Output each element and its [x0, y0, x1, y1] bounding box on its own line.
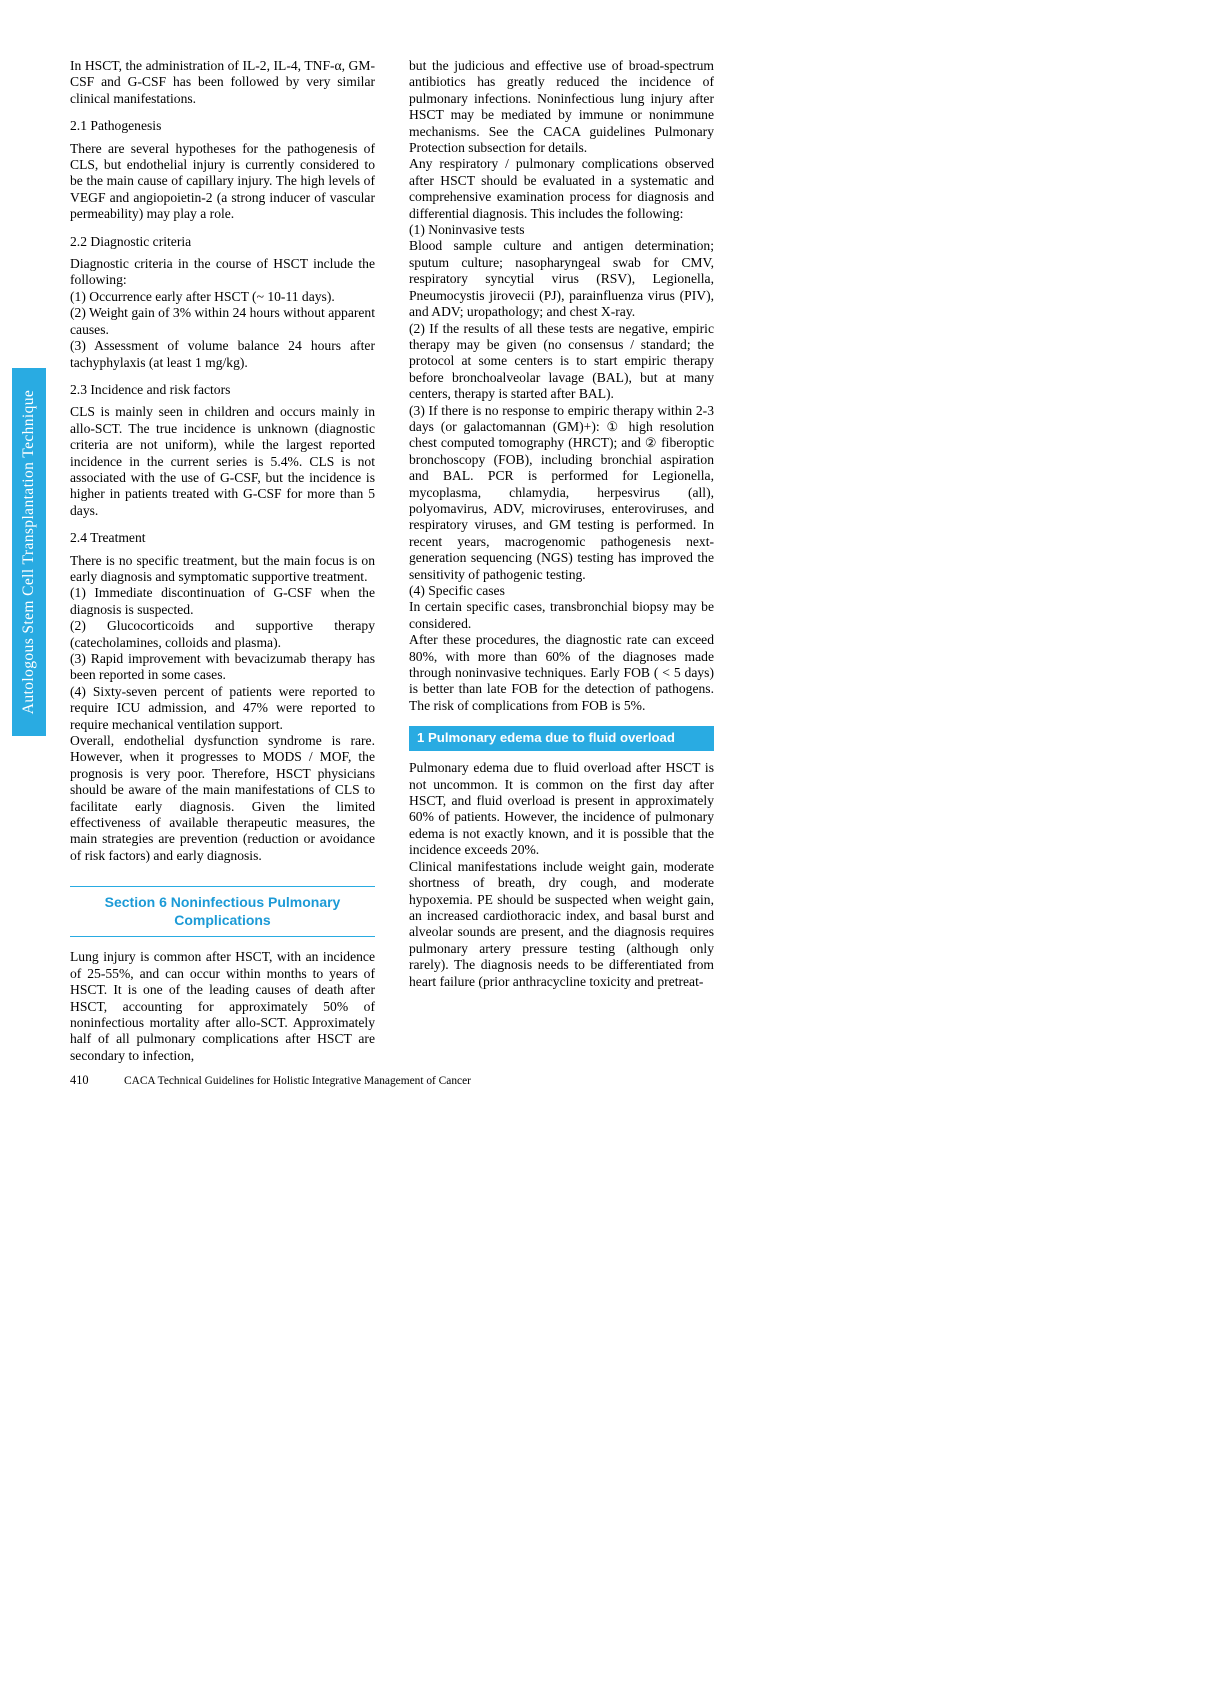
list-item-noninvasive-body: Blood sample culture and antigen determination; sputum culture; nasopharyngeal swab for CMV, respiratory syncytial virus (RSV), Legionella, Pneumocystis jirovecii (PJ), parainfluenza virus (PIV), and ADV; uropathology; and chest X-ray. — [409, 238, 714, 320]
list-item-diagnostic-1: (1) Occurrence early after HSCT (~ 10-11 days). — [70, 288, 335, 304]
left-column — [70, 58, 375, 1064]
heading-diagnostic-criteria: 2.2 Diagnostic criteria — [70, 233, 192, 249]
list-item-noninvasive-head: (1) Noninvasive tests — [409, 222, 525, 238]
list-item-treatment-3: (3) Rapid improvement with bevacizumab therapy has been reported in some cases. — [70, 651, 375, 683]
paragraph-pathogenesis: There are several hypotheses for the pathogenesis of CLS, but endothelial injury is currently considered to be the main cause of capillary injury. The high levels of VEGF and angiopoietin-2 (a strong inducer of vascular permeability) may play a role. — [70, 140, 375, 222]
list-item-no-response-part-c: fiberoptic bronchoscopy (FOB), including bronchial aspiration and BAL. PCR is performed for Legionella, mycoplasma, chlamydia, herpesvirus (all), polyomavirus, ADV, microviruses, enteroviruses, and respiratory viruses, and GM testing is performed. In recent years, macrogenomic pathogenesis next-generation sequencing (NGS) testing has improved the sensitivity of pathogenic testing. — [409, 435, 714, 582]
list-item-specific-cases-head: (4) Specific cases — [409, 583, 505, 598]
section-heading-noninfectious-pulmonary: Section 6 Noninfectious Pulmonary Complications — [70, 886, 375, 937]
heading-treatment: 2.4 Treatment — [70, 530, 146, 546]
paragraph-diagnostic-intro: Diagnostic criteria in the course of HSCT include the following: — [70, 256, 375, 288]
paragraph-diagnostic-rate: After these procedures, the diagnostic rate can exceed 80%, with more than 60% of the diagnoses made through noninvasive techniques. Early FOB ( < 5 days) is better than late FOB for the detection of pathogens. The risk of complications from FOB is 5%. — [409, 632, 714, 713]
side-tab — [12, 368, 46, 736]
paragraph-incidence: CLS is mainly seen in children and occurs mainly in allo-SCT. The true incidence is unknown (diagnostic criteria are not uniform), while the largest reported incidence in the current series is 5.4%. CLS is not associated with the use of G-CSF, but the incidence is higher in patients treated with G-CSF for more than 5 days. — [70, 404, 375, 518]
list-item-diagnostic-2: (2) Weight gain of 3% within 24 hours without apparent causes. — [70, 305, 375, 337]
paragraph-treatment-intro: There is no specific treatment, but the main focus is on early diagnosis and symptomatic supportive treatment. — [70, 552, 375, 584]
list-item-no-response — [409, 403, 714, 583]
paragraph-evaluation: Any respiratory / pulmonary complications observed after HSCT should be evaluated in a systematic and comprehensive examination process for diagnosis and differential diagnosis. This includes the following: — [409, 156, 714, 221]
list-item-specific-cases-body: In certain specific cases, transbronchial biopsy may be considered. — [409, 599, 714, 631]
footer-text: CACA Technical Guidelines for Holistic Integrative Management of Cancer — [124, 1075, 471, 1087]
right-column — [409, 58, 714, 990]
heading-incidence: 2.3 Incidence and risk factors — [70, 381, 231, 397]
page-number: 410 — [70, 1073, 89, 1087]
paragraph-edema-2: Clinical manifestations include weight gain, moderate shortness of breath, dry cough, and moderate hypoxemia. PE should be suspected when weight gain, an increased cardiothoracic index, and basal burst and alveolar sounds are present, and the diagnosis requires pulmonary artery pressure testing (although only rarely). The diagnosis needs to be differentiated from heart failure (prior anthracycline toxicity and pretreat- — [409, 858, 714, 989]
subsection-bar-pulmonary-edema: 1 Pulmonary edema due to fluid overload — [409, 726, 714, 751]
side-tab-label: Autologous Stem Cell Transplantation Technique — [20, 389, 37, 715]
heading-pathogenesis: 2.1 Pathogenesis — [70, 118, 162, 134]
paragraph-edema-1: Pulmonary edema due to fluid overload after HSCT is not uncommon. It is common on the first day after HSCT, and fluid overload is present in approximately 60% of patients. However, the incidence of pulmonary edema is not exactly known, and it is possible that the incidence exceeds 20%. — [409, 760, 714, 858]
paragraph-overall: Overall, endothelial dysfunction syndrome is rare. However, when it progresses to MODS / MOF, the prognosis is very poor. Therefore, HSCT physicians should be aware of the main manifestations of CLS to facilitate early diagnosis. Given the limited effectiveness of available therapeutic measures, the main strategies are prevention (reduction or avoidance of risk factors) and early diagnosis. — [70, 733, 375, 863]
paragraph-lung-injury: Lung injury is common after HSCT, with an incidence of 25-55%, and can occur within months to years of HSCT. It is one of the leading causes of death after HSCT, accounting for approximately 50% of noninfectious mortality after allo-SCT. Approximately half of all pulmonary complications after HSCT are secondary to infection, — [70, 949, 375, 1063]
list-item-empiric-therapy: (2) If the results of all these tests are negative, empiric therapy may be given (no consensus / standard; the protocol at some centers is to start empiric therapy before bronchoalveolar lavage (BAL), but at many centers, therapy is started after BAL). — [409, 320, 714, 402]
circled-number-one: ① — [606, 418, 622, 434]
list-item-treatment-2: (2) Glucocorticoids and supportive therapy (catecholamines, colloids and plasma). — [70, 618, 375, 650]
list-item-diagnostic-3: (3) Assessment of volume balance 24 hours after tachyphylaxis (at least 1 mg/kg). — [70, 338, 375, 370]
intro-paragraph: In HSCT, the administration of IL-2, IL-4, TNF-α, GM-CSF and G-CSF has been followed by very similar clinical manifestations. — [70, 58, 375, 106]
list-item-treatment-1: (1) Immediate discontinuation of G-CSF when the diagnosis is suspected. — [70, 585, 375, 617]
list-item-treatment-4: (4) Sixty-seven percent of patients were reported to require ICU admission, and 47% were reported to require mechanical ventilation support. — [70, 683, 375, 732]
list-item-no-response-part-a: (3) If there is no response to empiric therapy within 2-3 days (or galactomannan (GM)+): — [409, 402, 714, 434]
page-footer — [70, 1073, 970, 1088]
circled-number-two: ② — [644, 435, 658, 451]
paragraph-antibiotics: but the judicious and effective use of broad-spectrum antibiotics has greatly reduced the incidence of pulmonary infections. Noninfectious lung injury after HSCT may be mediated by immune or nonimmune mechanisms. See the CACA guidelines Pulmonary Protection subsection for details. — [409, 58, 714, 156]
list-item-no-response-part-b: high resolution chest computed tomography (HRCT); and — [409, 418, 714, 451]
